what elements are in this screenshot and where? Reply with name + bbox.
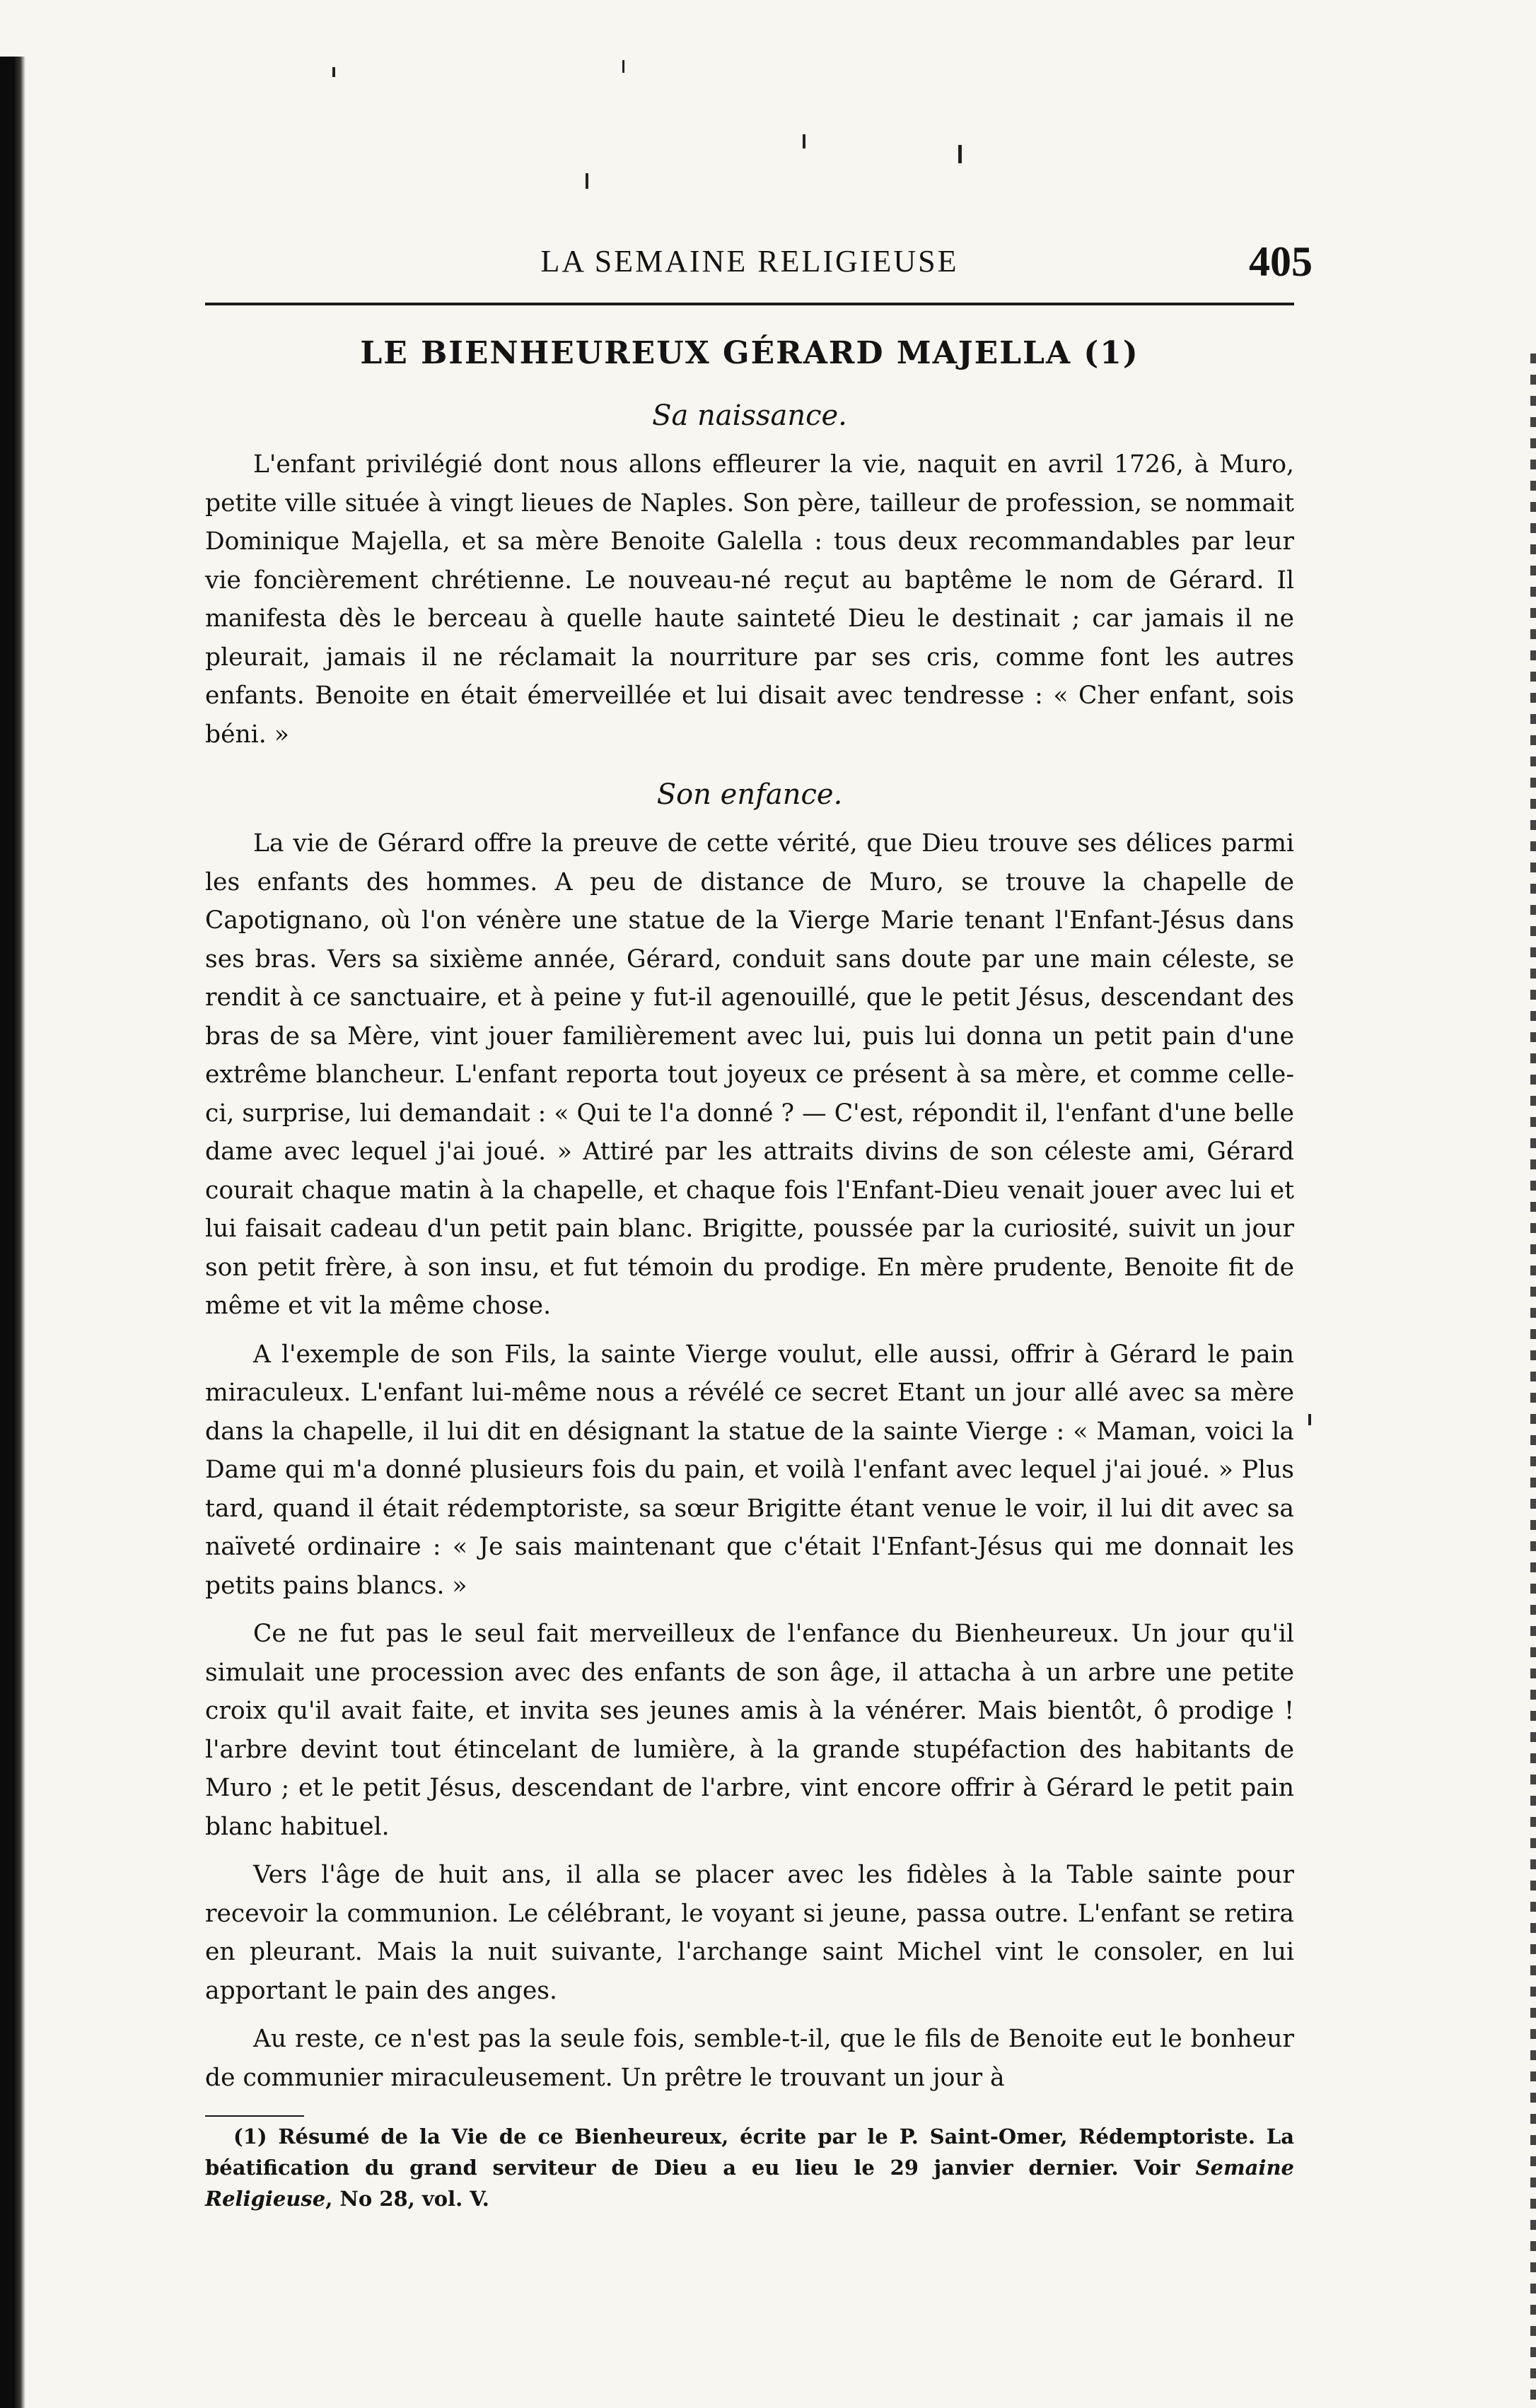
footnote-text: (1) Résumé de la Vie de ce Bienheureux, écrite par le P. Saint-Omer, Rédemptoriste. La béatification du grand serviteur de Dieu a eu lieu le 29 janvier dernier. Voir xyxy=(205,2124,1294,2180)
paragraph: Vers l'âge de huit ans, il alla se placer avec les fidèles à la Table sainte pour recevoir la communion. Le célébrant, le voyant si jeune, passa outre. L'enfant se retira en pleurant. Mais la nuit suivante, l'archange saint Michel vint le consoler, en lui apportant le pain des anges. xyxy=(205,1861,1294,2005)
scan-speck xyxy=(1308,1414,1311,1425)
header-rule xyxy=(205,303,1294,305)
running-title: LA SEMAINE RELIGIEUSE xyxy=(540,244,959,279)
document-page xyxy=(205,233,1313,2214)
footnote-reference: Semaine Religieuse xyxy=(205,2156,1294,2211)
scan-edge-marks xyxy=(1530,353,1536,2404)
footnote-rule xyxy=(205,2115,304,2117)
scan-speck xyxy=(958,145,962,163)
section-heading: Sa naissance. xyxy=(652,399,847,432)
footnote-tail: , No 28, vol. V. xyxy=(325,2187,489,2211)
scan-speck xyxy=(622,60,624,73)
paragraph: A l'exemple de son Fils, la sainte Vierge voulut, elle aussi, offrir à Gérard le pain miraculeux. L'enfant lui-même nous a révélé ce secret Etant un jour allé avec sa mère dans la chapelle, il lui dit en désignant la statue de la sainte Vierge : « Maman, voici la Dame qui m'a donné plusieurs fois du pain, et voilà l'enfant avec lequel j'ai joué. » Plus tard, quand il était rédemptoriste, sa sœur Brigitte étant venue le voir, il lui dit avec sa naïveté ordinaire : « Je sais maintenant que c'était l'Enfant-Jésus qui me donnait les petits pains blancs. » xyxy=(205,1340,1294,1600)
page-number: 405 xyxy=(1249,238,1313,285)
paragraph: Au reste, ce n'est pas la seule fois, semble-t-il, que le fils de Benoite eut le bonheur de communier miraculeusement. Un prêtre le trouvant un jour à xyxy=(205,2025,1294,2092)
scan-speck xyxy=(803,134,805,148)
scan-edge-shadow xyxy=(0,57,25,2408)
footnote xyxy=(205,2121,1294,2214)
running-head xyxy=(205,233,1313,290)
paragraph: Ce ne fut pas le seul fait merveilleux de l'enfance du Bienheureux. Un jour qu'il simulait une procession avec des enfants de son âge, il attacha à un arbre une petite croix qu'il avait faite, et invita ses jeunes amis à la vénérer. Mais bientôt, ô prodige ! l'arbre devint tout étincelant de lumière, à la grande stupéfaction des habitants de Muro ; et le petit Jésus, descendant de l'arbre, vint encore offrir à Gérard le petit pain blanc habituel. xyxy=(205,1620,1294,1841)
section-heading: Son enfance. xyxy=(656,778,843,811)
paragraph: La vie de Gérard offre la preuve de cette vérité, que Dieu trouve ses délices parmi les enfants des hommes. A peu de distance de Muro, se trouve la chapelle de Capotignano, où l'on vénère une statue de la Vierge Marie tenant l'Enfant-Jésus dans ses bras. Vers sa sixième année, Gérard, conduit sans doute par une main céleste, se rendit à ce sanctuaire, et à peine y fut-il agenouillé, que le petit Jésus, descendant des bras de sa Mère, vint jouer familièrement avec lui, puis lui donna un petit pain d'une extrême blancheur. L'enfant reporta tout joyeux ce présent à sa mère, et comme celle-ci, surprise, lui demandait : « Qui te l'a donné ? — C'est, répondit il, l'enfant d'une belle dame avec lequel j'ai joué. » Attiré par les attraits divins de son céleste ami, Gérard courait chaque matin à la chapelle, et chaque fois l'Enfant-Dieu venait jouer avec lui et lui faisait cadeau d'un petit pain blanc. Brigitte, poussée par la curiosité, suivit un jour son petit frère, à son insu, et fut témoin du prodige. En mère prudente, Benoite fit de même et vit la même chose. xyxy=(205,829,1294,1320)
article-title: LE BIENHEUREUX GÉRARD MAJELLA (1) xyxy=(360,335,1139,371)
scan-speck xyxy=(332,67,335,77)
paragraph: L'enfant privilégié dont nous allons effleurer la vie, naquit en avril 1726, à Muro, petite ville située à vingt lieues de Naples. Son père, tailleur de profession, se nommait Dominique Majella, et sa mère Benoite Galella : tous deux recommandables par leur vie foncièrement chrétienne. Le nouveau-né reçut au baptême le nom de Gérard. Il manifesta dès le berceau à quelle haute sainteté Dieu le destinait ; car jamais il ne pleurait, jamais il ne réclamait la nourriture par ses cris, comme font les autres enfants. Benoite en était émerveillée et lui disait avec tendresse : « Cher enfant, sois béni. » xyxy=(205,450,1294,749)
scan-speck xyxy=(586,173,588,189)
